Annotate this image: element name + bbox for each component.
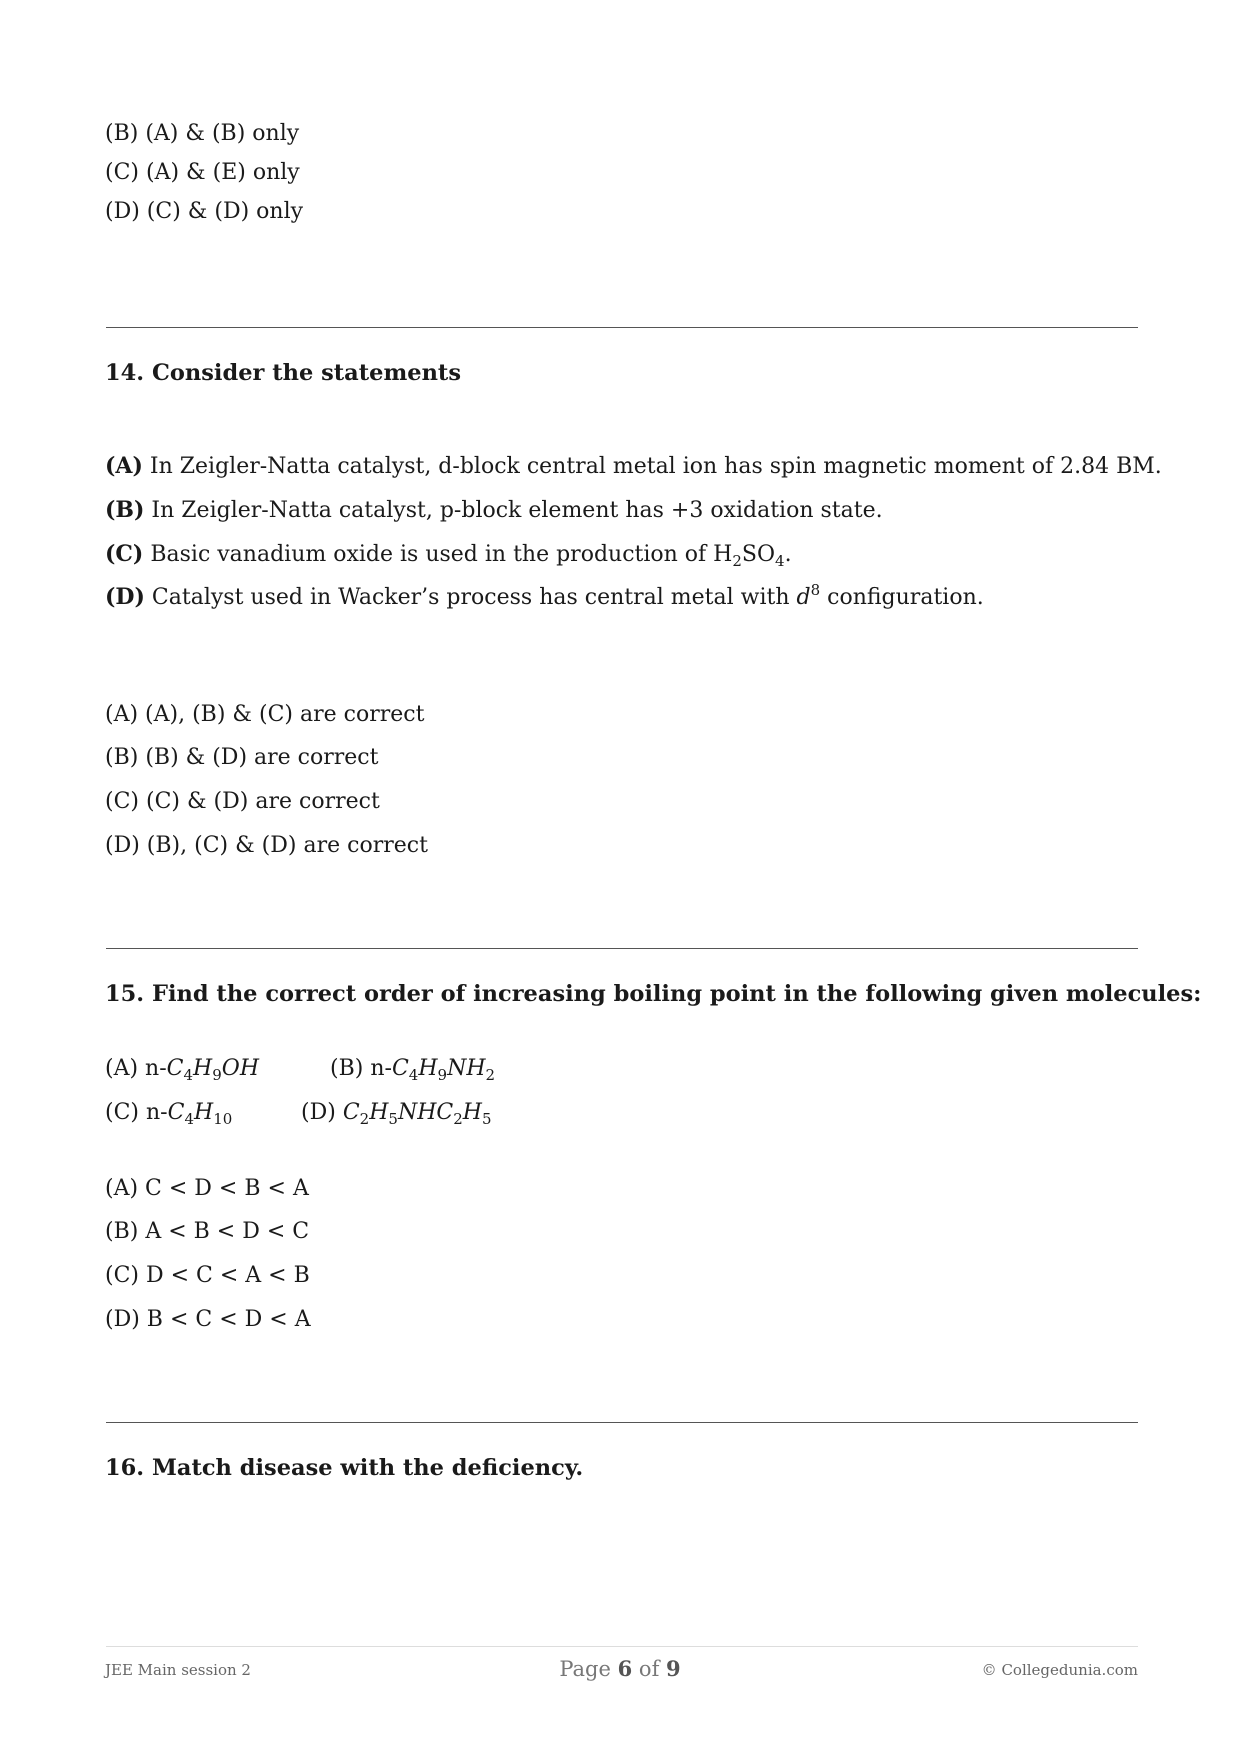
statement-label: (C)	[105, 541, 144, 567]
option-a: (A) (A), (B) & (C) are correct	[105, 702, 425, 727]
statement-text: In Zeigler-Natta catalyst, d-block central metal ion has spin magnetic moment of 2.84 BM.	[149, 454, 1162, 479]
statement-d	[105, 581, 984, 610]
option-b: (B) (B) & (D) are correct	[105, 745, 379, 770]
question-16-title: 16. Match disease with the deficiency.	[105, 1455, 584, 1481]
footer-divider	[106, 1646, 1138, 1647]
statement-label: (A)	[105, 453, 143, 479]
molecule-label: (D)	[301, 1100, 343, 1125]
question-15-title: 15. Find the correct order of increasing boiling point in the following given molecules:	[105, 981, 1202, 1007]
statement-text: In Zeigler-Natta catalyst, p-block element has +3 oxidation state.	[151, 498, 883, 523]
statement-b	[105, 497, 883, 523]
statement-text: configuration.	[820, 585, 984, 610]
statement-c	[105, 541, 792, 570]
subscript: 2	[732, 552, 742, 570]
statement-text: Catalyst used in Wacker’s process has central metal with	[151, 585, 797, 610]
molecule-b: (B) $n-C_4H_9NH_2$	[330, 1056, 496, 1084]
footer-exam-name: JEE Main session 2	[105, 1661, 251, 1679]
footer-copyright: © Collegedunia.com	[981, 1661, 1138, 1679]
statement-label: (B)	[105, 497, 145, 523]
option-c: (C) (A) & (E) only	[105, 160, 300, 185]
superscript: 8	[810, 581, 821, 599]
molecule-a: (A) $n-C_4H_9OH$	[105, 1056, 260, 1084]
divider	[106, 1422, 1138, 1423]
question-14-title: 14. Consider the statements	[105, 360, 461, 386]
molecule-label: (B) n-	[330, 1056, 392, 1081]
molecule-c: (C) $n-C_4H_{10}$	[105, 1100, 233, 1128]
page-total: 9	[666, 1656, 681, 1681]
molecule-d: (D) $C_2H_5NHC_2H_5$	[301, 1100, 492, 1128]
statement-label: (D)	[105, 584, 145, 610]
divider	[106, 948, 1138, 949]
subscript: 4	[775, 552, 785, 570]
page-of: of	[638, 1657, 660, 1681]
statement-text: Basic vanadium oxide is used in the production of H	[150, 542, 733, 567]
option-c: (C) (C) & (D) are correct	[105, 789, 380, 814]
molecule-label: (C) n-	[105, 1100, 168, 1125]
statement-text: .	[784, 542, 792, 567]
option-d: (D) B < C < D < A	[105, 1307, 311, 1332]
page-prefix: Page	[559, 1657, 611, 1681]
option-c: (C) D < C < A < B	[105, 1263, 310, 1288]
divider	[106, 327, 1138, 328]
option-d: (D) (B), (C) & (D) are correct	[105, 833, 428, 858]
variable: d	[796, 585, 811, 610]
option-d: (D) (C) & (D) only	[105, 199, 304, 224]
option-b: (B) A < B < D < C	[105, 1219, 310, 1244]
page-current: 6	[617, 1656, 633, 1681]
option-b: (B) (A) & (B) only	[105, 121, 300, 146]
molecule-label: (A) n-	[105, 1056, 167, 1081]
option-a: (A) C < D < B < A	[105, 1176, 309, 1201]
statement-a	[105, 453, 1162, 479]
statement-text: SO	[741, 542, 776, 567]
